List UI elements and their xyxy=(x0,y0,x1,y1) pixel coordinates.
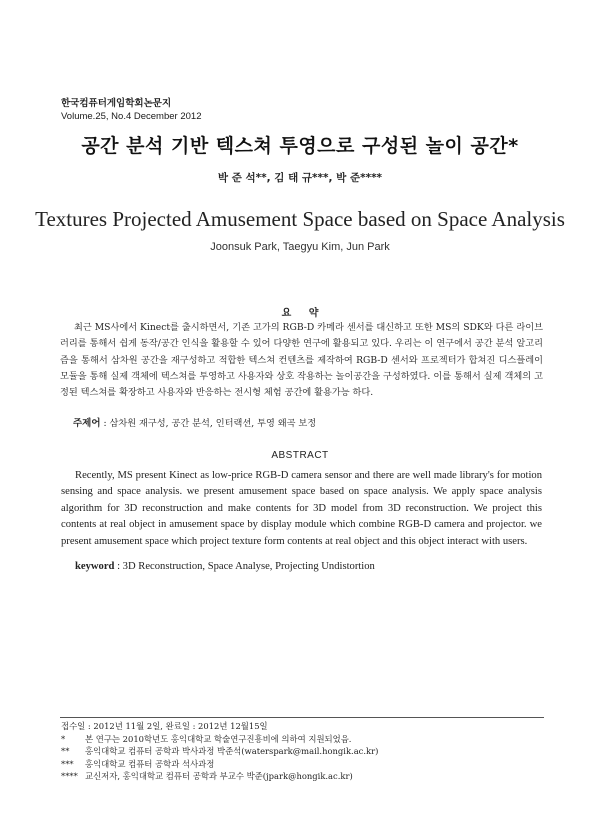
authors-korean: 박 준 석**, 김 태 규***, 박 준**** xyxy=(217,172,383,184)
korean-abstract-heading: 요 약 xyxy=(281,308,319,319)
footnote-author-2 xyxy=(61,758,378,771)
journal-name: 한국컴퓨터게임학회논문지 xyxy=(61,98,172,109)
footnote-mark: *** xyxy=(61,758,74,769)
korean-keywords-label: 주제어 xyxy=(73,418,101,429)
footnote-author-1 xyxy=(61,745,378,758)
english-keywords xyxy=(75,561,375,572)
footnote-text: 홍익대학교 컴퓨터 공학과 석사과정 xyxy=(85,758,215,769)
paper-title-english: Textures Projected Amusement Space based on Space Analysis xyxy=(35,207,565,231)
footnotes xyxy=(61,720,378,783)
footnote-mark: * xyxy=(61,733,66,744)
footnote-mark: ** xyxy=(61,746,70,756)
journal-header xyxy=(61,97,201,123)
korean-keywords xyxy=(73,415,316,429)
authors-english: Joonsuk Park, Taegyu Kim, Jun Park xyxy=(210,241,390,253)
footnote-divider xyxy=(60,717,544,718)
footnote-text: 홍익대학교 컴퓨터 공학과 박사과정 박준석(waterspark@mail.hongik.ac.kr) xyxy=(85,746,379,756)
footnote-funding xyxy=(61,733,378,746)
english-keywords-list: : 3D Reconstruction, Space Analyse, Projecting Undistortion xyxy=(114,561,375,572)
footnote-text: 본 연구는 2010학년도 홍익대학교 학술연구진흥비에 의하여 지원되었음. xyxy=(85,733,352,744)
english-abstract-heading: ABSTRACT xyxy=(271,450,329,461)
english-keywords-label: keyword xyxy=(75,561,115,572)
received-date: 접수일 : 2012년 11월 2일, 완료일 : 2012년 12월15일 xyxy=(61,721,268,731)
footnote-text: 교신저자, 홍익대학교 컴퓨터 공학과 부교수 박준(jpark@hongik.ac.kr) xyxy=(85,771,353,781)
korean-keywords-list: : 삼차원 재구성, 공간 분석, 인터랙션, 투영 왜곡 보정 xyxy=(100,418,317,429)
journal-volume: Volume.25, No.4 December 2012 xyxy=(61,111,202,122)
english-abstract-body: Recently, MS present Kinect as low-price RGB-D camera sensor and there are well made library's for motion sensing and space analysis. we present amusement space based on space analysis. We apply space analysis algorithm for 3D reconstruction and make contents for 3D model from 3D reconstruction. We project this contents at real object in amusement space by display module which combine RGB-D camera and projector. we present amusement space which project texture form contents at real object and this object interact with users. xyxy=(61,470,542,547)
footnote-mark: **** xyxy=(61,771,78,781)
footnote-author-3 xyxy=(61,770,378,783)
korean-abstract-body: 최근 MS사에서 Kinect를 출시하면서, 기존 고가의 RGB-D 카메라 센서를 대신하고 또한 MS의 SDK와 다른 라이브러리를 통해서 쉽게 동작/공간 인식을 활용할 수 있어 다양한 연구에 활용되고 있다. 우리는 이 연구에서 공간 분석 알고리즘을 통해서 삼차원 공간을 재구성하고 적합한 텍스쳐 컨텐츠를 제작하여 RGB-D 센서와 프로젝터가 합쳐진 디스플레이 모듈을 통해 실제 객체에 텍스쳐를 투영하고 사용자와 상호 작용하는 놀이공간을 구성하였다. 이를 통해서 실제 객체의 고정된 텍스쳐를 확장하고 사용자와 반응하는 전시형 체험 공간에 활용가능 하다. xyxy=(60,322,543,399)
paper-title-korean: 공간 분석 기반 텍스쳐 투영으로 구성된 놀이 공간* xyxy=(81,135,519,157)
